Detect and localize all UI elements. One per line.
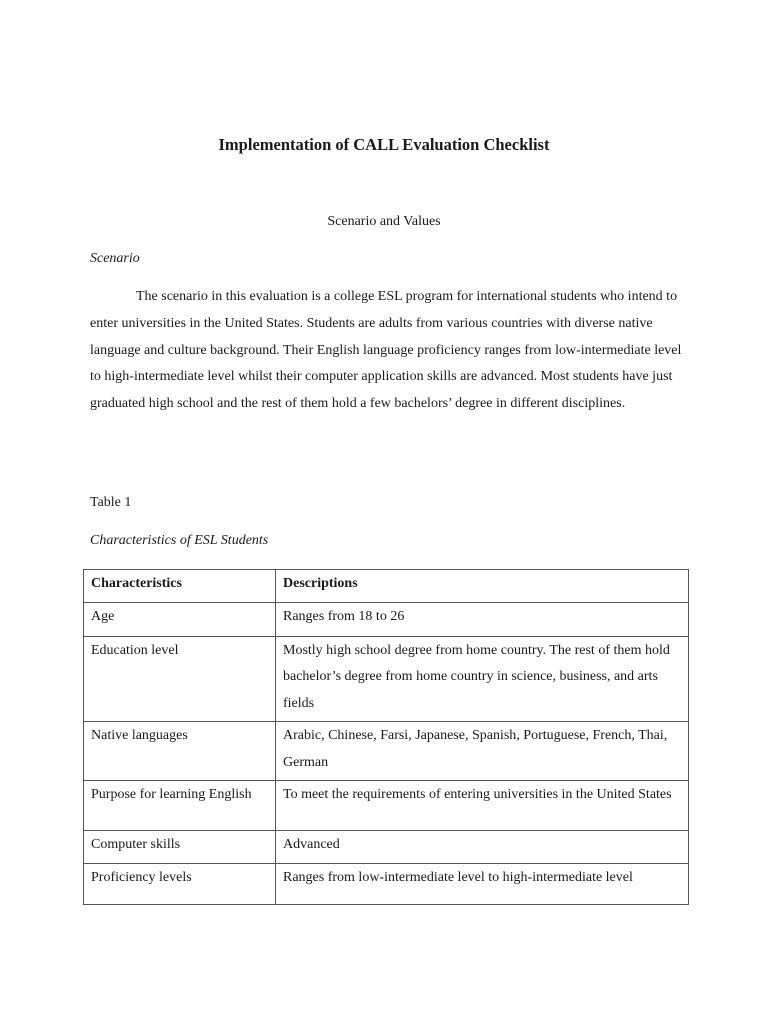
table-row [84,781,689,831]
table-cell-characteristic: Proficiency levels [84,864,276,905]
characteristics-table [83,569,689,905]
table-header-cell: Descriptions [276,570,689,603]
table-row [84,602,689,636]
table-row [84,722,689,781]
table-caption: Characteristics of ESL Students [90,533,269,548]
section-subtitle: Scenario and Values [327,214,441,229]
table-cell-characteristic: Computer skills [84,831,276,864]
table-row [84,636,689,722]
table-cell-description: To meet the requirements of entering universities in the United States [276,781,689,831]
table-cell-description: Mostly high school degree from home country. The rest of them hold bachelor’s degree from home country in science, business, and arts fields [276,636,689,722]
table-cell-description: Ranges from low-intermediate level to high-intermediate level [276,864,689,905]
table-cell-characteristic: Native languages [84,722,276,781]
table-row [84,864,689,905]
table-cell-characteristic: Purpose for learning English [84,781,276,831]
table-label: Table 1 [90,495,132,510]
table-cell-description: Advanced [276,831,689,864]
table-cell-characteristic: Age [84,602,276,636]
table-cell-description: Arabic, Chinese, Farsi, Japanese, Spanish, Portuguese, French, Thai, German [276,722,689,781]
table-header-row [84,570,689,603]
scenario-heading: Scenario [90,251,140,266]
scenario-paragraph: The scenario in this evaluation is a college ESL program for international students who intend to enter universities in the United States. Students are adults from various countries with diverse native language and culture background. Their English language proficiency ranges from low-intermediate level to high-intermediate level whilst their computer application skills are advanced. Most students have just graduated high school and the rest of them hold a few bachelors’ degree in different disciplines. [90,289,682,412]
table-cell-characteristic: Education level [84,636,276,722]
table-cell-description: Ranges from 18 to 26 [276,602,689,636]
page-title: Implementation of CALL Evaluation Checklist [218,135,550,154]
table-header-cell: Characteristics [84,570,276,603]
table-row [84,831,689,864]
